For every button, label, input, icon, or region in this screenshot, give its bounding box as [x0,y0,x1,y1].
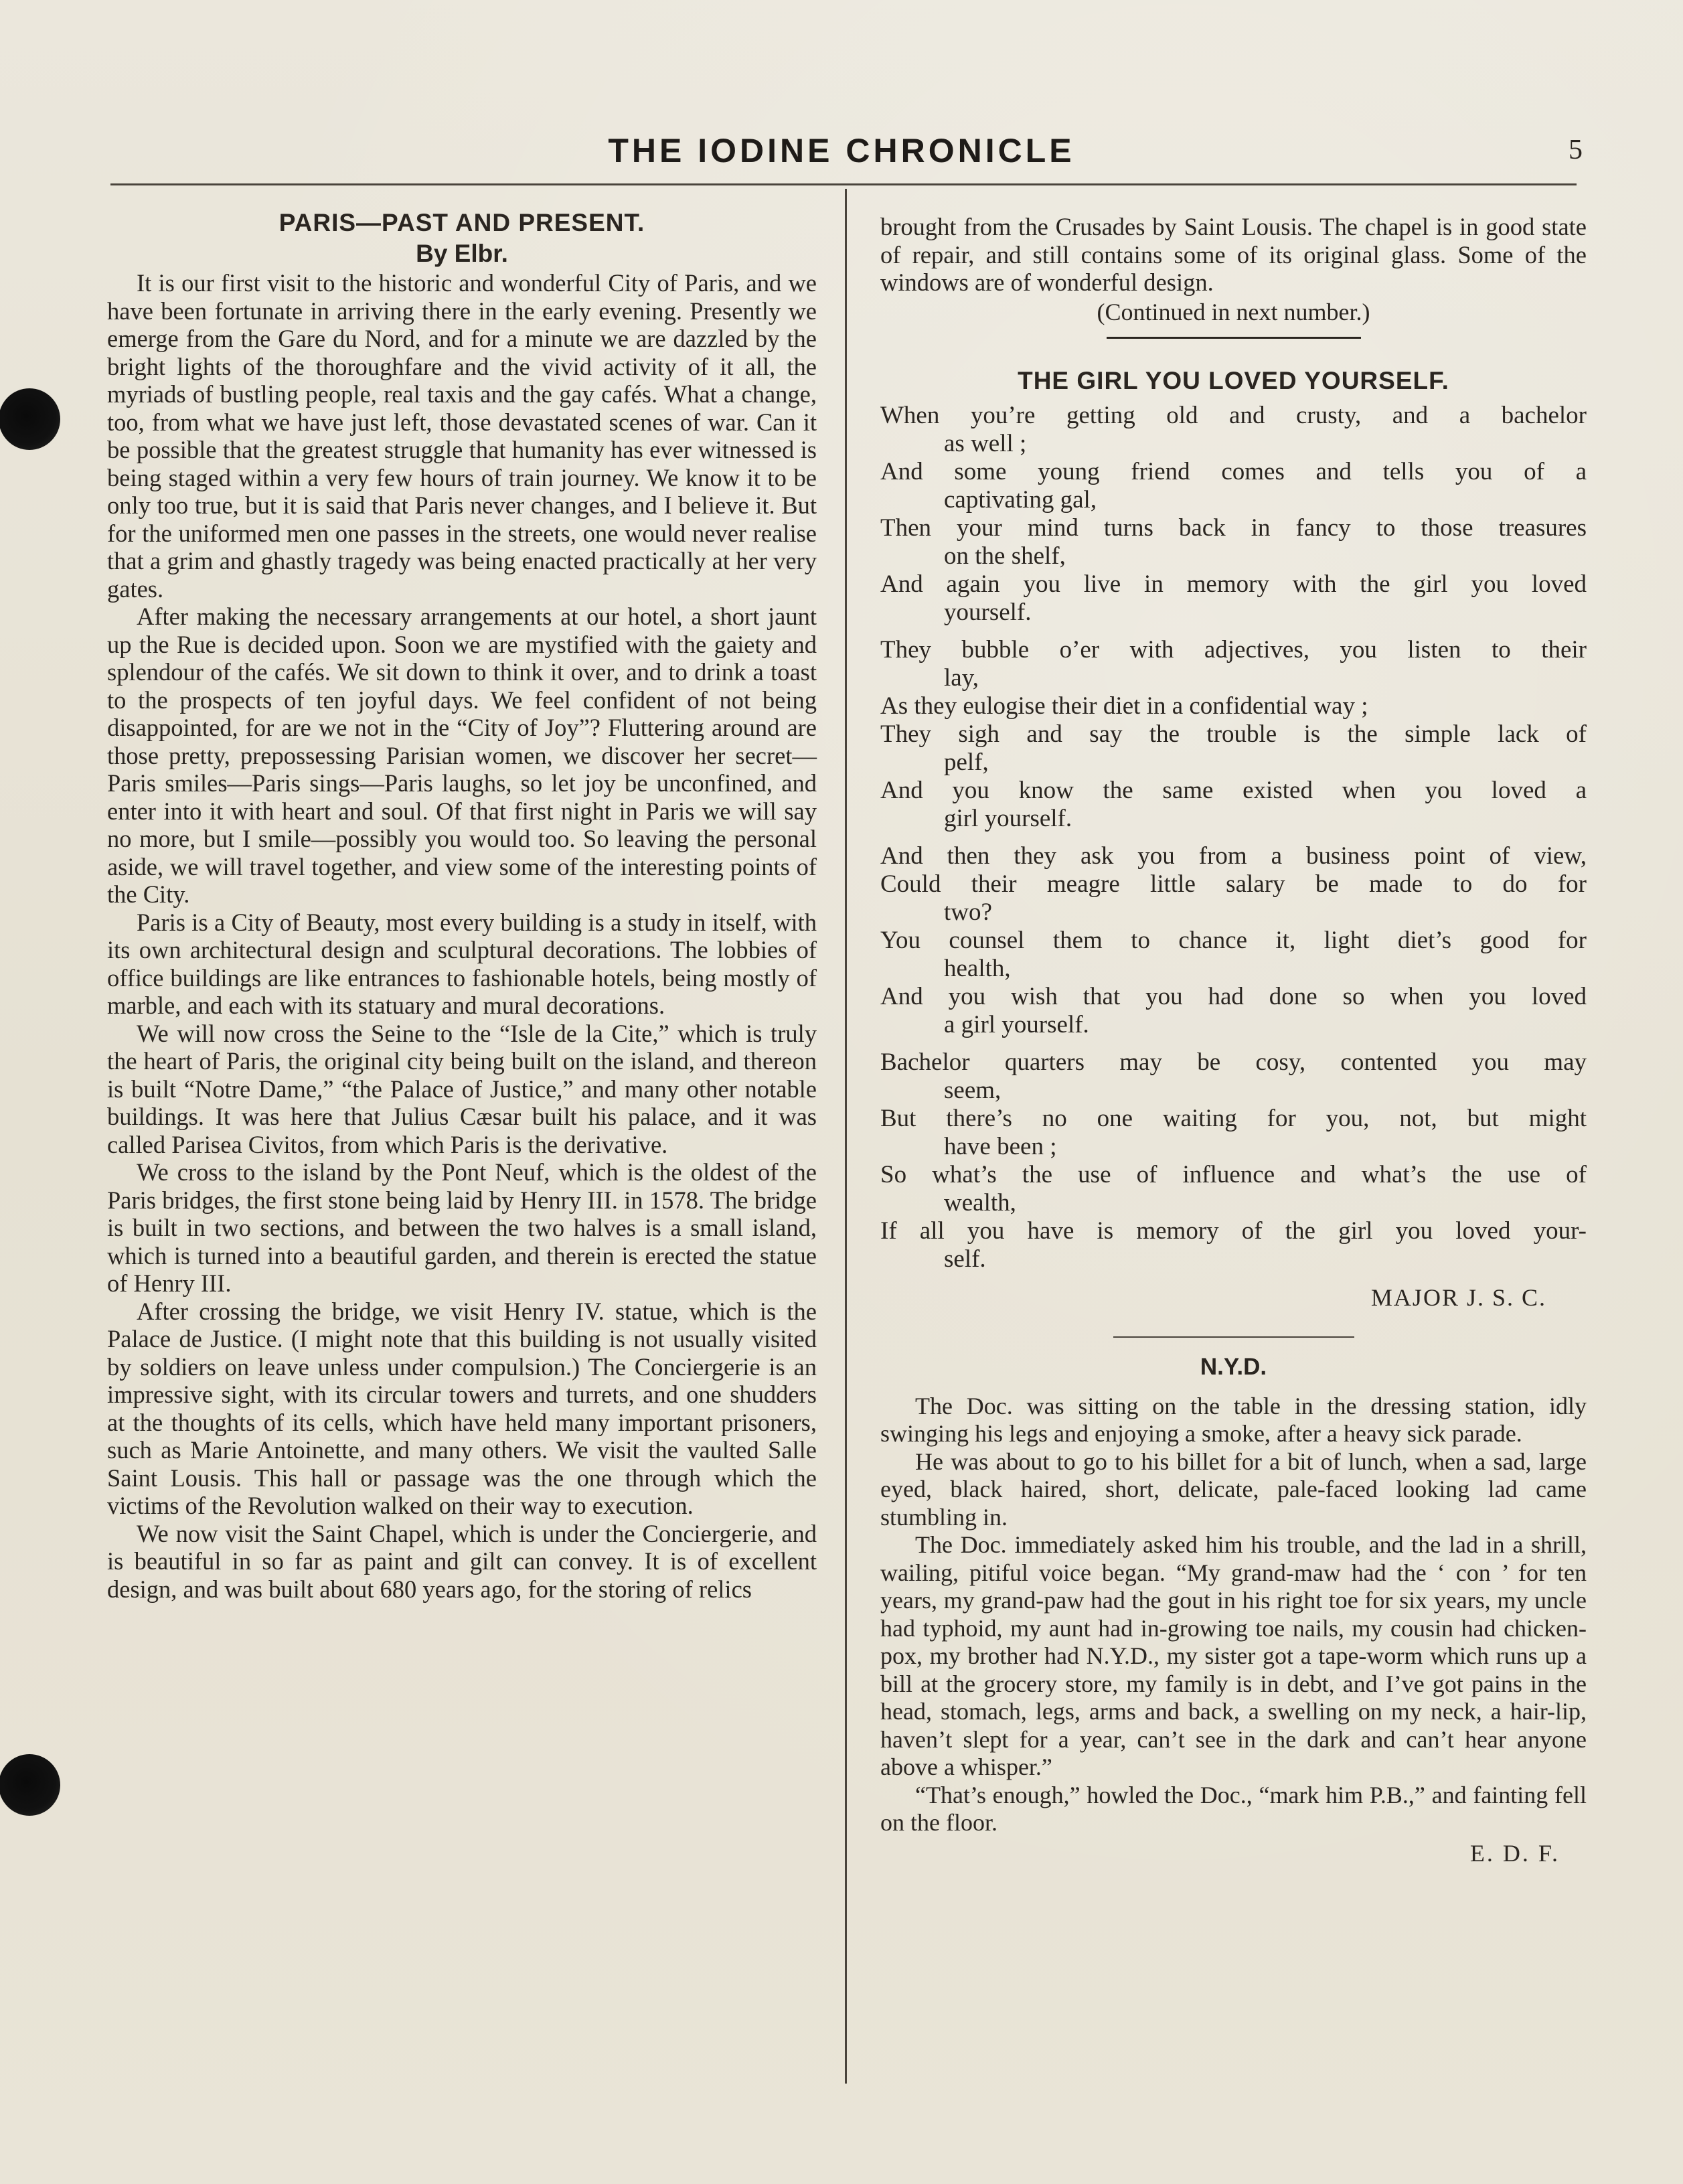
poem-line: And some young friend comes and tells you of a [880,457,1587,485]
poem-line: They sigh and say the trouble is the simple lack of [880,720,1587,748]
poem-line: two? [944,898,992,926]
poem-title: THE GIRL YOU LOVED YOURSELF. [1018,366,1449,394]
paragraph: Paris is a City of Beauty, most every building is a study in itself, with its own architectural design and sculptural decorations. The lobbies of office buildings are like entrances to fashionable hotels, being mostly of marble, and each with its statuary and mural decorations. [107,908,817,1019]
article-continuation [880,213,1587,297]
paragraph: We cross to the island by the Pont Neuf, which is the oldest of the Paris bridges, the first stone being laid by Henry III. in 1578. The bridge is built in two sections, and between the two halves is a small island, which is turned into a beautiful garden, and therein is erected the statue of Henry III. [107,1158,817,1297]
poem-line: And then they ask you from a business point of view, [880,842,1587,870]
poem-line: girl yourself. [944,804,1072,832]
article-signature: E. D. F. [1469,1839,1560,1867]
poem-stanza [880,636,1587,833]
paragraph: We now visit the Saint Chapel, which is under the Conciergerie, and is beautiful in so far as paint and gilt can convey. It is of excellent design, and was built about 680 years ago, for the storing of relics [107,1519,817,1603]
poem-line: as well ; [944,429,1027,457]
right-column [880,213,1587,1868]
paragraph: After crossing the bridge, we visit Henry IV. statue, which is the Palace de Justice. (I might note that this building is not usually visited by soldiers on leave unless under compulsion.) The Conciergerie is an impressive sight, with its circular towers and turrets, and one shudders at the thoughts of its cells, which have held many important prisoners, such as Marie Antoinette, and many others. We visit the vaulted Salle Saint Lousis. This hall or passage was the one through which the victims of the Revolution walked on their way to execution. [107,1297,817,1519]
poem-line: Then your mind turns back in fancy to those treasures [880,514,1587,542]
masthead-title: THE IODINE CHRONICLE [608,132,1075,169]
punch-hole [0,1754,60,1816]
poem-line: wealth, [944,1188,1016,1217]
poem-line: And again you live in memory with the girl you loved [880,570,1587,598]
poem-signature: MAJOR J. S. C. [1370,1283,1546,1311]
poem-line: And you wish that you had done so when you loved [880,982,1587,1010]
poem-line: a girl yourself. [944,1010,1089,1038]
poem-line: Could their meagre little salary be made to do for [880,870,1587,898]
article-body [880,1393,1587,1837]
paragraph: brought from the Crusades by Saint Lousis. The chapel is in good state of repair, and still contains some of its original glass. Some of the windows are of wonderful design. [880,213,1587,296]
poem-line: captivating gal, [944,485,1097,514]
poem-line: self. [944,1245,986,1273]
poem-line: As they eulogise their diet in a confidential way ; [880,692,1368,720]
poem-line: So what’s the use of influence and what’s the use of [880,1160,1587,1188]
column-divider [845,189,847,2084]
poem-line: pelf, [944,748,989,776]
page-number: 5 [1569,135,1583,165]
poem-line: lay, [944,664,979,692]
paragraph: The Doc. immediately asked him his trouble, and the lad in a shrill, wailing, pitiful voice began. “My grand-maw had the ‘ con ’ for ten years, my grand-paw had the gout in his right toe for six years, my uncle had typhoid, my aunt had in-growing toe nails, my cousin had chicken-pox, my brother had N.Y.D., my sister got a tape-worm which runs up a bill at the grocery store, my family is in debt, and I’ve got pains in the head, stomach, legs, arms and back, a swelling on my neck, a hair-lip, haven’t slept for a year, can’t see in the dark and can’t hear anyone above a whisper.” [880,1531,1587,1780]
punch-hole [0,388,60,450]
poem-line: You counsel them to chance it, light diet’s good for [880,926,1587,954]
poem-line: They bubble o’er with adjectives, you listen to their [880,635,1587,664]
header-rule [110,183,1577,185]
poem-line: on the shelf, [944,542,1066,570]
paragraph: He was about to go to his billet for a bit of lunch, when a sad, large eyed, black haired, short, delicate, pale-faced looking lad came stumbling in. [880,1448,1587,1531]
paragraph: We will now cross the Seine to the “Isle de la Cite,” which is truly the heart of Paris, the original city being built on the island, and thereon is built “Notre Dame,” “the Palace of Justice,” and many other notable buildings. It was here that Julius Cæsar built his palace, and it was called Parisea Civitos, from which Paris is the derivative. [107,1019,817,1158]
article-body [107,269,817,1603]
poem-line: When you’re getting old and crusty, and a bachelor [880,401,1587,429]
article-byline: By Elbr. [416,240,508,267]
paragraph: After making the necessary arrangements at our hotel, a short jaunt up the Rue is decided upon. Soon we are mystified with the gaiety and splendour of the cafés. We sit down to think it over, and to drink a toast to the prospects of ten joyful days. We feel confident of not being disappointed, for are we not in the “City of Joy”? Fluttering around are those pretty, prepossessing Parisian women, we discover her secret—Paris smiles—Paris sings—Paris laughs, so let joy be unconfined, and enter into it with heart and soul. Of that first night in Paris we will say no more, but I smile—possibly you would too. So leaving the personal aside, we will travel together, and view some of the interesting points of the City. [107,603,817,908]
poem-line: health, [944,954,1011,982]
article-headline: PARIS—PAST AND PRESENT. [278,209,645,236]
poem-line: Bachelor quarters may be cosy, contented you may [880,1048,1587,1076]
section-rule [1113,1336,1354,1338]
poem-line: seem, [944,1076,1001,1104]
continued-note: (Continued in next number.) [1097,298,1370,325]
poem-line: yourself. [944,598,1032,626]
paragraph: “That’s enough,” howled the Doc., “mark him P.B.,” and fainting fell on the floor. [880,1781,1587,1836]
paragraph: The Doc. was sitting on the table in the dressing station, idly swinging his legs and enjoying a smoke, after a heavy sick parade. [880,1392,1587,1447]
section-rule [1107,337,1361,339]
poem-line: If all you have is memory of the girl you loved your- [880,1217,1587,1245]
poem-stanza [880,1048,1587,1273]
article-headline: N.Y.D. [1200,1353,1267,1380]
poem-line: have been ; [944,1132,1057,1160]
poem-stanza [880,402,1587,627]
paragraph: It is our first visit to the historic and wonderful City of Paris, and we have been fortunate in arriving there in the early evening. Presently we emerge from the Gare du Nord, and for a minute we are dazzled by the bright lights of the thoroughfare and the vivid activity of it all, the myriads of bustling people, real taxis and the gay cafés. What a change, too, from what we have just left, those devastated scenes of war. Can it be possible that the greatest struggle that humanity has ever witnessed is being staged within a very few hours of train journey. We know it to be only too true, but it is said that Paris never changes, and I believe it. But for the uniformed men one passes in the streets, one would never realise that a grim and ghastly tragedy was being enacted practically at her very gates. [107,269,817,603]
poem-stanza [880,842,1587,1039]
poem-line: And you know the same existed when you loved a [880,776,1587,804]
left-column [107,208,817,1603]
poem-line: But there’s no one waiting for you, not, but might [880,1104,1587,1132]
